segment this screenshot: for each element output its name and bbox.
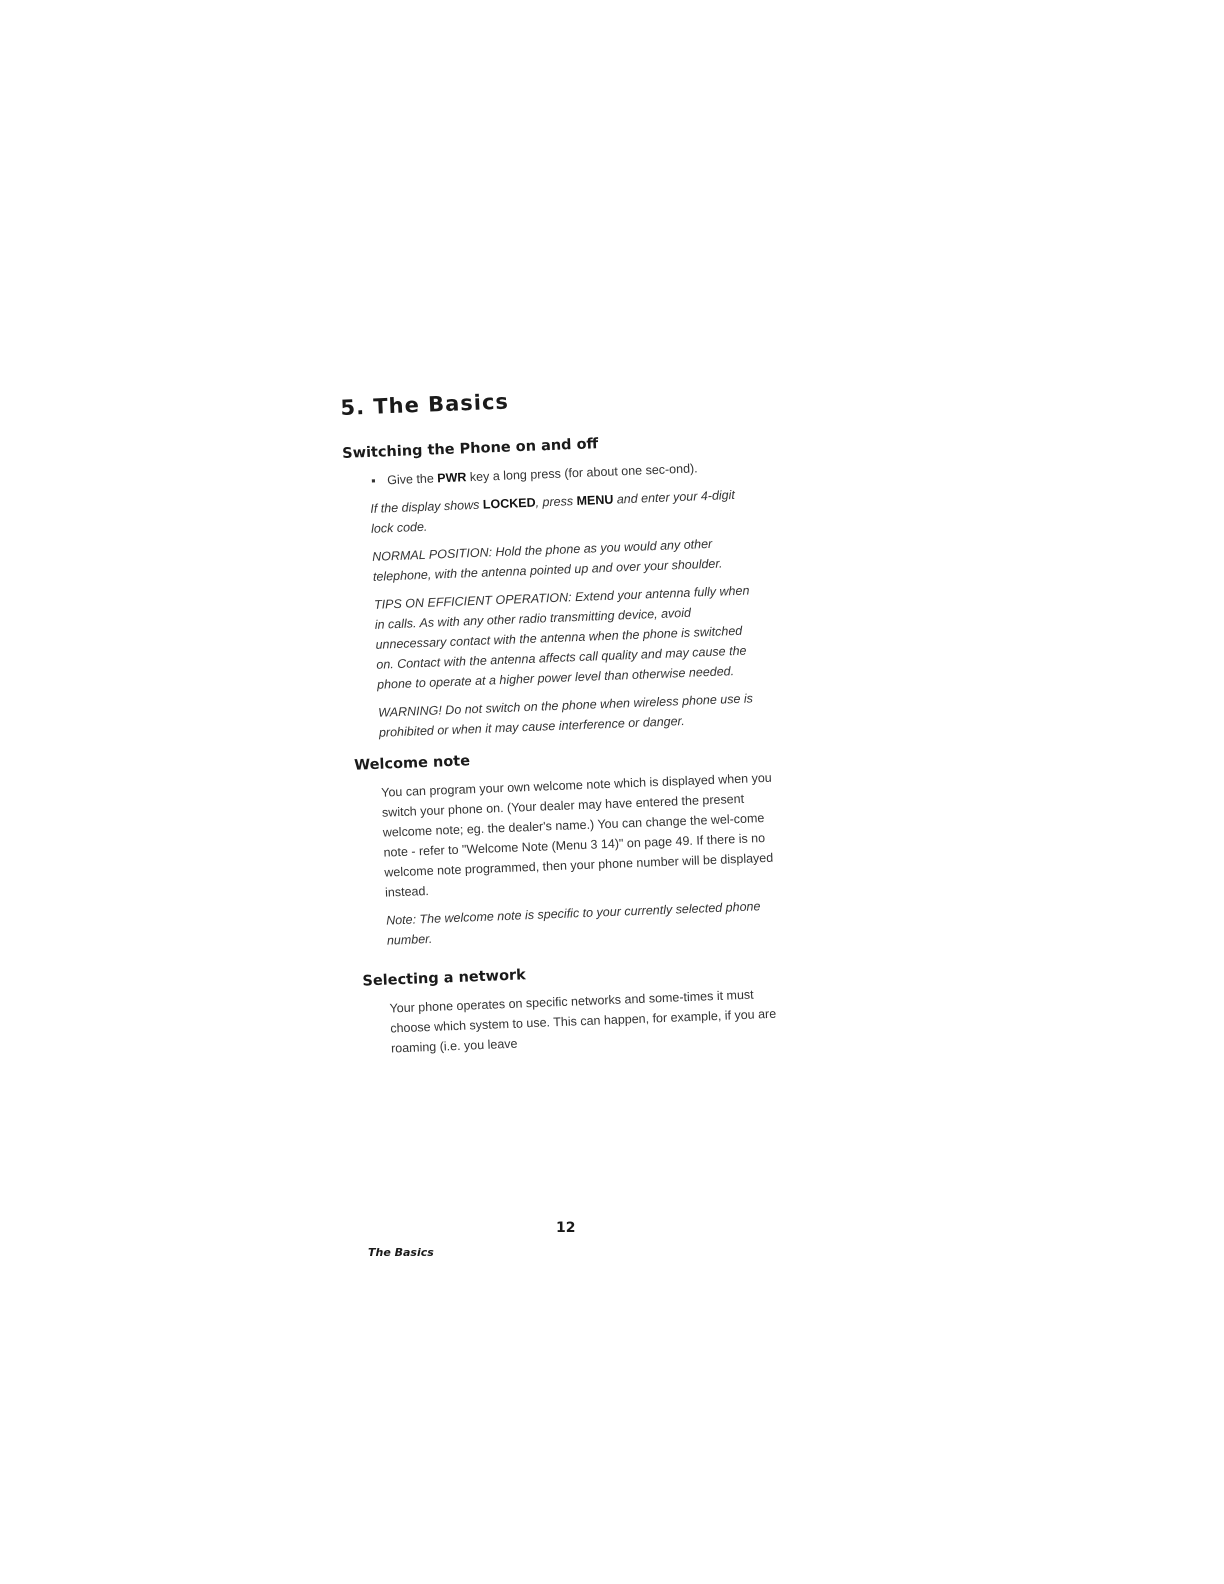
warning-note: WARNING! Do not switch on the phone when wireless phone use is prohibited or when it may cause interference or danger. (377, 691, 754, 740)
chapter-title: 5. The Basics (340, 389, 510, 420)
running-footer-title: The Basics (368, 1246, 434, 1259)
menu-key-label: MENU (576, 492, 614, 508)
bullet-text-post: key a long press (for about one sec-ond). (466, 461, 698, 485)
locked-note-pre: If the display shows (370, 497, 484, 516)
normal-position-note: NORMAL POSITION: Hold the phone as you would any other telephone, with the antenna pointed up and over your shoulder. (371, 536, 723, 584)
locked-note-mid: , press (535, 494, 577, 510)
section-heading-switching: Switching the Phone on and off (341, 436, 599, 462)
page-number: 12 (556, 1220, 576, 1236)
manual-page (340, 380, 785, 1068)
locked-note-post: and enter your 4-digit lock code. (370, 487, 736, 536)
bullet-text-pre: Give the (387, 471, 438, 488)
locked-word: LOCKED (482, 495, 536, 512)
network-body: Your phone operates on specific networks and some-times it must choose which system to use. This can happen, for example, if you are roaming (i.e. you leave (389, 987, 777, 1056)
tips-note: TIPS ON EFFICIENT OPERATION: Extend your antenna fully when in calls. As with any other radio transmitting device, avoid unnecessary contact with the antenna when the phone is switched on. Contact with the antenna affects call quality and may cause the phone to operate at a higher power level than otherwise needed. (373, 583, 750, 692)
section-heading-network: Selecting a network (362, 967, 527, 990)
bullet-dot-icon: ▪ (371, 473, 376, 488)
welcome-body: You can program your own welcome note which is displayed when you switch your phone on. (Your dealer may have entered the present welcome note; eg. the dealer's name.) You can change the wel-come note - refer to "Welcome Note (Menu 3 14)" on page 49. If there is no welcome note programmed, then your phone number will be displayed instead. (380, 770, 774, 900)
locked-note (370, 484, 765, 539)
section-heading-welcome: Welcome note (353, 753, 471, 774)
welcome-note: Note: The welcome note is specific to your currently selected phone number. (385, 899, 761, 948)
pwr-key-label: PWR (436, 470, 467, 486)
